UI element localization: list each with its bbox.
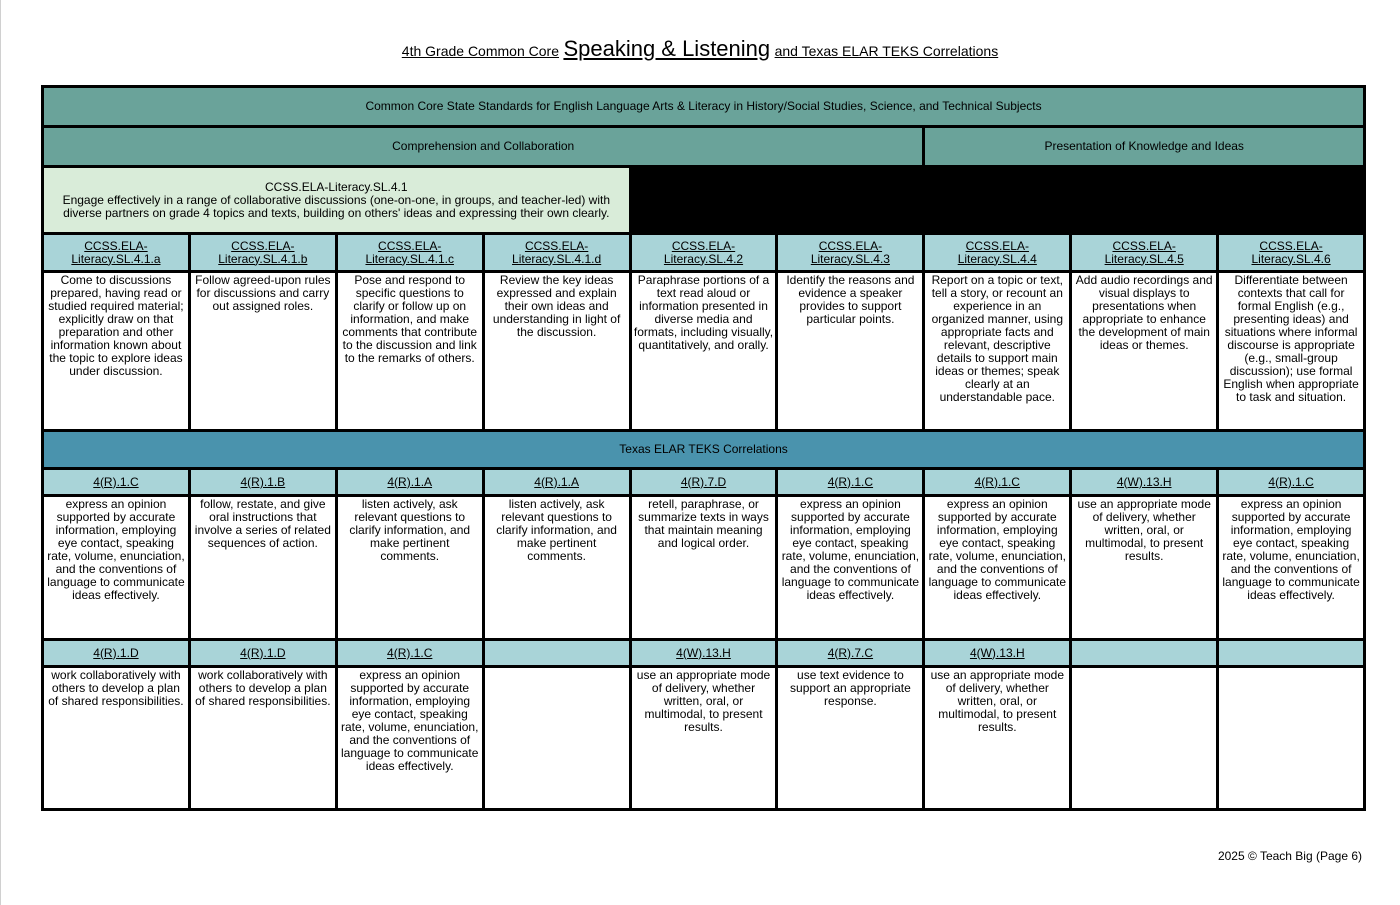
standard-description: Paraphrase portions of a text read aloud or information presented in diverse media and formats, including visually, quantitatively, and orally. bbox=[630, 272, 777, 431]
standard-code: CCSS.ELA-Literacy.SL.4.4 bbox=[924, 234, 1071, 272]
teks-description: express an opinion supported by accurate information, employing eye contact, speaking rate, volume, enunciation, and the conventions of language to communicate ideas effectively. bbox=[924, 496, 1071, 640]
teks-header: Texas ELAR TEKS Correlations bbox=[43, 431, 1365, 469]
teks-description: use text evidence to support an appropriate response. bbox=[777, 667, 924, 810]
teks-code: 4(R).1.A bbox=[483, 469, 630, 496]
teks-description: retell, paraphrase, or summarize texts in ways that maintain meaning and logical order. bbox=[630, 496, 777, 640]
standard-description: Identify the reasons and evidence a speaker provides to support particular points. bbox=[777, 272, 924, 431]
strand-comprehension: Comprehension and Collaboration bbox=[43, 127, 924, 167]
teks-description bbox=[1071, 667, 1218, 810]
standard-code: CCSS.ELA-Literacy.SL.4.1.c bbox=[336, 234, 483, 272]
ccss-header: Common Core State Standards for English Language Arts & Literacy in History/Social Studies, Science, and Technical Subjects bbox=[43, 87, 1365, 127]
sl41-cell bbox=[43, 167, 631, 234]
standard-code: CCSS.ELA-Literacy.SL.4.2 bbox=[630, 234, 777, 272]
standard-code: CCSS.ELA-Literacy.SL.4.3 bbox=[777, 234, 924, 272]
teks-description: express an opinion supported by accurate information, employing eye contact, speaking rate, volume, enunciation, and the conventions of language to communicate ideas effectively. bbox=[1218, 496, 1365, 640]
teks-code: 4(R).1.C bbox=[777, 469, 924, 496]
teks-description: use an appropriate mode of delivery, whether written, oral, or multimodal, to present results. bbox=[924, 667, 1071, 810]
standard-description: Come to discussions prepared, having read or studied required material; explicitly draw on that preparation and other information known about the topic to explore ideas under discussion. bbox=[43, 272, 190, 431]
teks-code: 4(W).13.H bbox=[1071, 469, 1218, 496]
standards-table bbox=[41, 85, 1366, 811]
teks-desc-row-1 bbox=[43, 496, 1365, 640]
teks-description: work collaboratively with others to develop a plan of shared responsibilities. bbox=[43, 667, 190, 810]
standard-code: CCSS.ELA-Literacy.SL.4.5 bbox=[1071, 234, 1218, 272]
teks-code: 4(R).1.C bbox=[924, 469, 1071, 496]
standard-code: CCSS.ELA-Literacy.SL.4.1.a bbox=[43, 234, 190, 272]
teks-code: 4(W).13.H bbox=[630, 640, 777, 667]
page-footer: 2025 © Teach Big (Page 6) bbox=[1217, 849, 1362, 863]
standard-code: CCSS.ELA-Literacy.SL.4.1.b bbox=[189, 234, 336, 272]
standard-description: Pose and respond to specific questions to clarify or follow up on information, and make comments that contribute to the discussion and link to the remarks of others. bbox=[336, 272, 483, 431]
teks-description: listen actively, ask relevant questions to clarify information, and make pertinent comments. bbox=[483, 496, 630, 640]
teks-description: listen actively, ask relevant questions to clarify information, and make pertinent comments. bbox=[336, 496, 483, 640]
teks-code: 4(R).7.C bbox=[777, 640, 924, 667]
teks-code: 4(R).1.B bbox=[189, 469, 336, 496]
teks-code-row-2 bbox=[43, 640, 1365, 667]
title-suffix: and Texas ELAR TEKS Correlations bbox=[774, 43, 999, 59]
standard-description: Add audio recordings and visual displays to presentations when appropriate to enhance the development of main ideas or themes. bbox=[1071, 272, 1218, 431]
teks-code bbox=[1218, 640, 1365, 667]
standard-code-row bbox=[43, 234, 1365, 272]
teks-description: use an appropriate mode of delivery, whether written, oral, or multimodal, to present results. bbox=[1071, 496, 1218, 640]
sl41-code: CCSS.ELA-Literacy.SL.4.1 bbox=[265, 179, 408, 194]
teks-code: 4(R).1.C bbox=[43, 469, 190, 496]
teks-code-row-1 bbox=[43, 469, 1365, 496]
sl41-text: Engage effectively in a range of collaborative discussions (one-on-one, in groups, and teacher-led) with diverse partners on grade 4 topics and texts, building on others' ideas and expressing their own clearly. bbox=[62, 192, 610, 220]
teks-description: express an opinion supported by accurate information, employing eye contact, speaking rate, volume, enunciation, and the conventions of language to communicate ideas effectively. bbox=[777, 496, 924, 640]
teks-code: 4(W).13.H bbox=[924, 640, 1071, 667]
teks-description: work collaboratively with others to develop a plan of shared responsibilities. bbox=[189, 667, 336, 810]
teks-description: express an opinion supported by accurate information, employing eye contact, speaking rate, volume, enunciation, and the conventions of language to communicate ideas effectively. bbox=[336, 667, 483, 810]
teks-description: follow, restate, and give oral instructions that involve a series of related sequences of action. bbox=[189, 496, 336, 640]
teks-code bbox=[1071, 640, 1218, 667]
teks-code: 4(R).1.A bbox=[336, 469, 483, 496]
teks-description bbox=[1218, 667, 1365, 810]
standard-description: Report on a topic or text, tell a story, or recount an experience in an organized manner, using appropriate facts and relevant, descriptive details to support main ideas or themes; speak clearly at an understandable pace. bbox=[924, 272, 1071, 431]
teks-code bbox=[483, 640, 630, 667]
standard-code: CCSS.ELA-Literacy.SL.4.6 bbox=[1218, 234, 1365, 272]
teks-code: 4(R).1.D bbox=[43, 640, 190, 667]
blank-black-cell bbox=[630, 167, 1364, 234]
standard-description: Review the key ideas expressed and explain their own ideas and understanding in light of the discussion. bbox=[483, 272, 630, 431]
strand-presentation: Presentation of Knowledge and Ideas bbox=[924, 127, 1365, 167]
standard-description: Differentiate between contexts that call for formal English (e.g., presenting ideas) and situations where informal discourse is appropriate (e.g., small-group discussion); use formal English when appropriate to task and situation. bbox=[1218, 272, 1365, 431]
page-title bbox=[0, 36, 1400, 62]
page-edge bbox=[0, 0, 1, 905]
teks-desc-row-2 bbox=[43, 667, 1365, 810]
teks-code: 4(R).1.C bbox=[1218, 469, 1365, 496]
title-prefix: 4th Grade Common Core bbox=[401, 43, 559, 59]
teks-description: use an appropriate mode of delivery, whether written, oral, or multimodal, to present results. bbox=[630, 667, 777, 810]
teks-description bbox=[483, 667, 630, 810]
teks-code: 4(R).1.D bbox=[189, 640, 336, 667]
title-main: Speaking & Listening bbox=[563, 36, 771, 61]
standard-code: CCSS.ELA-Literacy.SL.4.1.d bbox=[483, 234, 630, 272]
standard-description: Follow agreed-upon rules for discussions and carry out assigned roles. bbox=[189, 272, 336, 431]
teks-code: 4(R).1.C bbox=[336, 640, 483, 667]
teks-code: 4(R).7.D bbox=[630, 469, 777, 496]
teks-description: express an opinion supported by accurate information, employing eye contact, speaking rate, volume, enunciation, and the conventions of language to communicate ideas effectively. bbox=[43, 496, 190, 640]
standard-desc-row bbox=[43, 272, 1365, 431]
